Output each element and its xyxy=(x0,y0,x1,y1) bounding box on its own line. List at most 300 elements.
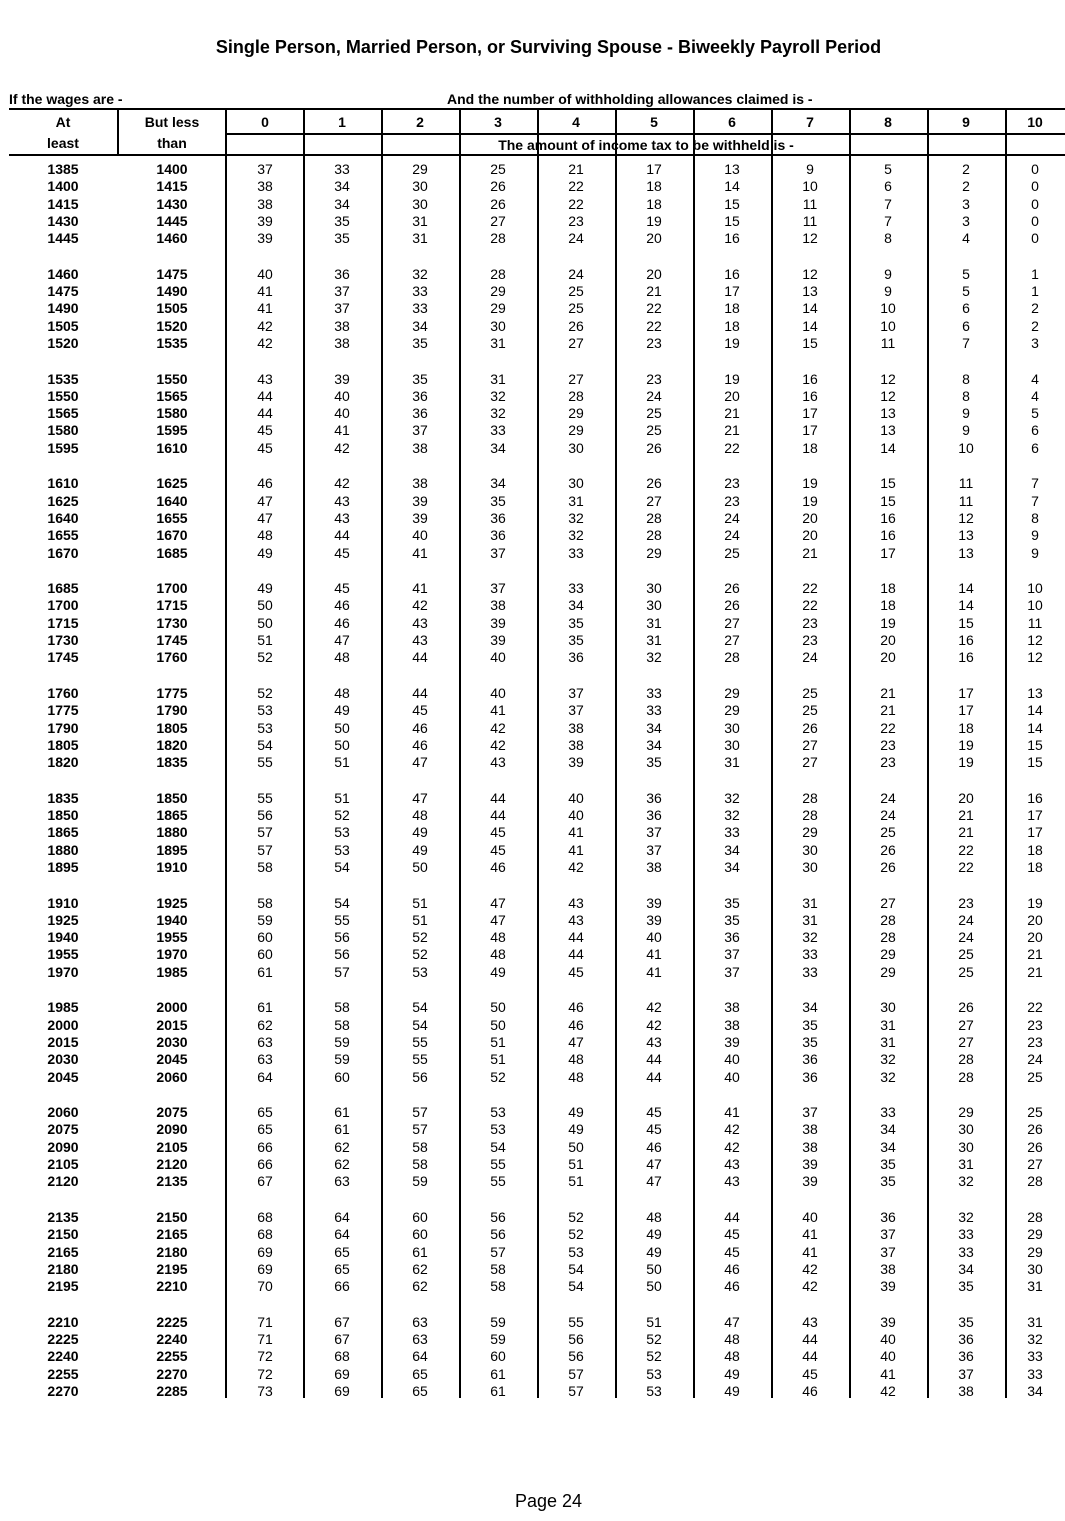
tax-amount: 41 xyxy=(880,1365,896,1382)
tax-amount: 57 xyxy=(568,1365,584,1382)
tax-amount: 23 xyxy=(1027,1033,1043,1050)
tax-amount: 34 xyxy=(490,475,506,492)
tax-amount: 68 xyxy=(334,1348,350,1365)
tax-amount: 8 xyxy=(962,370,970,387)
wage-at-least: 2195 xyxy=(47,1278,79,1295)
tax-amount: 65 xyxy=(412,1382,428,1399)
row-group xyxy=(0,266,1065,352)
tax-amount: 42 xyxy=(568,858,584,875)
tax-amount: 61 xyxy=(490,1382,506,1399)
table-row xyxy=(0,964,1065,981)
tax-amount: 46 xyxy=(257,475,273,492)
tax-amount: 49 xyxy=(724,1365,740,1382)
tax-amount: 69 xyxy=(257,1243,273,1260)
tax-amount: 29 xyxy=(880,946,896,963)
tax-amount: 28 xyxy=(1027,1209,1043,1225)
wage-but-less-than: 1400 xyxy=(156,161,188,177)
wage-at-least: 1805 xyxy=(47,736,79,753)
wage-but-less-than: 1595 xyxy=(156,422,188,439)
tax-amount: 7 xyxy=(1031,492,1039,509)
tax-amount: 45 xyxy=(724,1226,740,1243)
tax-amount: 39 xyxy=(257,230,273,247)
tax-amount: 37 xyxy=(257,161,273,177)
table-row xyxy=(0,1139,1065,1156)
wage-at-least: 1940 xyxy=(47,929,79,946)
tax-amount: 56 xyxy=(490,1226,506,1243)
tax-amount: 32 xyxy=(568,527,584,544)
tax-amount: 38 xyxy=(958,1382,974,1399)
tax-amount: 30 xyxy=(802,841,818,858)
tax-amount: 45 xyxy=(724,1243,740,1260)
tax-amount: 43 xyxy=(334,509,350,526)
tax-amount: 46 xyxy=(568,999,584,1016)
tax-amount: 48 xyxy=(257,527,273,544)
tax-amount: 31 xyxy=(568,492,584,509)
tax-amount: 25 xyxy=(568,300,584,317)
wage-at-least: 2045 xyxy=(47,1068,79,1085)
tax-amount: 3 xyxy=(962,212,970,229)
tax-amount: 10 xyxy=(802,178,818,195)
tax-amount: 12 xyxy=(1027,632,1043,649)
tax-amount: 41 xyxy=(490,702,506,719)
tax-amount: 62 xyxy=(412,1260,428,1277)
tax-amount: 37 xyxy=(724,963,740,980)
wage-but-less-than: 1745 xyxy=(156,632,188,649)
tax-amount: 10 xyxy=(1027,580,1043,597)
tax-amount: 38 xyxy=(880,1260,896,1277)
tax-amount: 29 xyxy=(958,1104,974,1121)
wage-at-least: 2030 xyxy=(47,1051,79,1068)
tax-amount: 14 xyxy=(880,439,896,456)
wage-at-least: 1700 xyxy=(47,597,79,614)
tax-amount: 47 xyxy=(490,911,506,928)
tax-amount: 49 xyxy=(412,824,428,841)
tax-amount: 52 xyxy=(334,807,350,824)
wage-but-less-than: 1475 xyxy=(156,265,188,282)
tax-amount: 31 xyxy=(646,614,662,631)
row-group xyxy=(0,371,1065,457)
tax-amount: 40 xyxy=(334,387,350,404)
tax-amount: 14 xyxy=(1027,719,1043,736)
table-row xyxy=(0,824,1065,841)
tax-amount: 17 xyxy=(646,161,662,177)
tax-amount: 9 xyxy=(962,405,970,422)
tax-amount: 45 xyxy=(568,963,584,980)
tax-amount: 31 xyxy=(802,894,818,911)
allowance-col-8: 8 xyxy=(884,114,892,130)
tax-amount: 9 xyxy=(806,161,814,177)
wage-but-less-than: 1880 xyxy=(156,824,188,841)
tax-amount: 35 xyxy=(724,894,740,911)
tax-amount: 57 xyxy=(568,1382,584,1399)
tax-amount: 41 xyxy=(412,544,428,561)
tax-amount: 18 xyxy=(880,597,896,614)
tax-amount: 43 xyxy=(724,1173,740,1190)
tax-amount: 31 xyxy=(958,1156,974,1173)
tax-amount: 14 xyxy=(802,317,818,334)
tax-amount: 40 xyxy=(724,1051,740,1068)
tax-amount: 38 xyxy=(724,999,740,1016)
wage-but-less-than: 2120 xyxy=(156,1156,188,1173)
wage-but-less-than: 1715 xyxy=(156,597,188,614)
tax-amount: 3 xyxy=(1031,334,1039,351)
tax-amount: 32 xyxy=(568,509,584,526)
wage-but-less-than: 1565 xyxy=(156,387,188,404)
tax-amount: 16 xyxy=(724,265,740,282)
wage-at-least: 1850 xyxy=(47,807,79,824)
tax-amount: 27 xyxy=(958,1033,974,1050)
tax-amount: 11 xyxy=(1027,614,1043,631)
tax-amount: 59 xyxy=(334,1051,350,1068)
tax-amount: 41 xyxy=(257,283,273,300)
wage-at-least: 2060 xyxy=(47,1104,79,1121)
tax-amount: 56 xyxy=(568,1331,584,1348)
wage-at-least: 1985 xyxy=(47,999,79,1016)
tax-amount: 34 xyxy=(490,439,506,456)
table-row xyxy=(0,1069,1065,1086)
tax-amount: 65 xyxy=(257,1121,273,1138)
tax-amount: 55 xyxy=(490,1173,506,1190)
tax-amount: 13 xyxy=(1027,685,1043,701)
tax-amount: 25 xyxy=(958,946,974,963)
wage-but-less-than: 1550 xyxy=(156,370,188,387)
tax-amount: 1 xyxy=(1031,265,1039,282)
tax-amount: 21 xyxy=(958,807,974,824)
tax-amount: 41 xyxy=(412,580,428,597)
tax-amount: 13 xyxy=(958,527,974,544)
tax-amount: 23 xyxy=(880,754,896,771)
tax-amount: 44 xyxy=(412,685,428,701)
tax-amount: 36 xyxy=(724,929,740,946)
table-row xyxy=(0,946,1065,963)
wage-at-least: 2225 xyxy=(47,1331,79,1348)
tax-amount: 17 xyxy=(802,405,818,422)
tax-amount: 32 xyxy=(412,265,428,282)
table-row xyxy=(0,545,1065,562)
tax-amount: 55 xyxy=(490,1156,506,1173)
tax-amount: 45 xyxy=(334,544,350,561)
tax-amount: 33 xyxy=(724,824,740,841)
tax-amount: 62 xyxy=(334,1138,350,1155)
wage-but-less-than: 1430 xyxy=(156,195,188,212)
tax-amount: 42 xyxy=(802,1278,818,1295)
tax-amount: 55 xyxy=(412,1033,428,1050)
tax-amount: 27 xyxy=(724,614,740,631)
tax-amount: 28 xyxy=(646,509,662,526)
tax-amount: 37 xyxy=(724,946,740,963)
tax-amount: 37 xyxy=(334,283,350,300)
tax-amount: 15 xyxy=(1027,736,1043,753)
tax-amount: 19 xyxy=(1027,894,1043,911)
tax-amount: 26 xyxy=(1027,1138,1043,1155)
tax-amount: 16 xyxy=(1027,789,1043,806)
tax-amount: 25 xyxy=(958,963,974,980)
tax-amount: 16 xyxy=(802,387,818,404)
wage-but-less-than: 2180 xyxy=(156,1243,188,1260)
tax-amount: 6 xyxy=(1031,439,1039,456)
table-row xyxy=(0,178,1065,195)
tax-amount: 29 xyxy=(490,300,506,317)
tax-amount: 28 xyxy=(880,911,896,928)
tax-amount: 52 xyxy=(412,929,428,946)
tax-amount: 23 xyxy=(646,334,662,351)
wage-at-least: 2255 xyxy=(47,1365,79,1382)
tax-amount: 64 xyxy=(257,1068,273,1085)
wage-at-least: 1760 xyxy=(47,685,79,701)
allowance-col-2: 2 xyxy=(416,114,424,130)
tax-amount: 25 xyxy=(646,405,662,422)
wage-at-least: 2105 xyxy=(47,1156,79,1173)
tax-amount: 17 xyxy=(1027,824,1043,841)
allowance-col-3: 3 xyxy=(494,114,502,130)
tax-amount: 31 xyxy=(490,334,506,351)
tax-amount: 26 xyxy=(646,439,662,456)
tax-amount: 45 xyxy=(334,580,350,597)
wage-but-less-than: 2150 xyxy=(156,1209,188,1225)
tax-amount: 34 xyxy=(334,178,350,195)
tax-amount: 36 xyxy=(334,265,350,282)
tax-amount: 58 xyxy=(412,1156,428,1173)
tax-amount: 53 xyxy=(334,824,350,841)
tax-amount: 25 xyxy=(490,161,506,177)
allowance-row-rule xyxy=(227,133,1065,135)
wage-at-least: 1580 xyxy=(47,422,79,439)
tax-amount: 30 xyxy=(412,178,428,195)
tax-amount: 65 xyxy=(412,1365,428,1382)
table-row xyxy=(0,196,1065,213)
wage-at-least: 2270 xyxy=(47,1382,79,1399)
tax-amount: 50 xyxy=(646,1278,662,1295)
tax-amount: 41 xyxy=(724,1104,740,1121)
tax-amount: 48 xyxy=(412,807,428,824)
tax-amount: 31 xyxy=(724,754,740,771)
wage-but-less-than: 1580 xyxy=(156,405,188,422)
tax-amount: 46 xyxy=(490,858,506,875)
tax-amount: 5 xyxy=(962,283,970,300)
tax-amount: 38 xyxy=(412,439,428,456)
tax-amount: 35 xyxy=(412,370,428,387)
tax-amount: 21 xyxy=(1027,963,1043,980)
tax-amount: 57 xyxy=(412,1121,428,1138)
tax-amount: 38 xyxy=(802,1121,818,1138)
tax-amount: 19 xyxy=(802,492,818,509)
tax-amount: 30 xyxy=(724,736,740,753)
tax-amount: 30 xyxy=(568,439,584,456)
tax-amount: 63 xyxy=(257,1033,273,1050)
tax-amount: 16 xyxy=(802,370,818,387)
tax-amount: 21 xyxy=(880,702,896,719)
tax-amount: 42 xyxy=(646,1016,662,1033)
tax-amount: 50 xyxy=(334,719,350,736)
tax-amount: 47 xyxy=(257,492,273,509)
tax-amount: 55 xyxy=(568,1313,584,1330)
tax-amount: 40 xyxy=(880,1331,896,1348)
tax-amount: 43 xyxy=(568,894,584,911)
tax-amount: 7 xyxy=(884,195,892,212)
tax-amount: 60 xyxy=(257,929,273,946)
tax-amount: 20 xyxy=(958,789,974,806)
tax-amount: 36 xyxy=(490,509,506,526)
wage-but-less-than: 1490 xyxy=(156,283,188,300)
tax-amount: 42 xyxy=(257,317,273,334)
tax-amount: 40 xyxy=(802,1209,818,1225)
tax-amount: 39 xyxy=(334,370,350,387)
tax-amount: 36 xyxy=(802,1051,818,1068)
col-at-label: At xyxy=(55,114,71,130)
tax-amount: 46 xyxy=(412,736,428,753)
tax-amount: 29 xyxy=(1027,1226,1043,1243)
wage-at-least: 1400 xyxy=(47,178,79,195)
tax-amount: 67 xyxy=(257,1173,273,1190)
tax-amount: 44 xyxy=(412,649,428,666)
tax-amount: 28 xyxy=(490,265,506,282)
wage-but-less-than: 1760 xyxy=(156,649,188,666)
table-row xyxy=(0,807,1065,824)
table-row xyxy=(0,929,1065,946)
table-row xyxy=(0,510,1065,527)
tax-amount: 21 xyxy=(724,422,740,439)
wage-at-least: 2090 xyxy=(47,1138,79,1155)
tax-amount: 36 xyxy=(880,1209,896,1225)
tax-amount: 29 xyxy=(412,161,428,177)
tax-amount: 51 xyxy=(334,754,350,771)
tax-amount: 37 xyxy=(646,841,662,858)
tax-amount: 9 xyxy=(1031,527,1039,544)
tax-amount: 35 xyxy=(802,1016,818,1033)
table-row xyxy=(0,335,1065,352)
tax-amount: 20 xyxy=(880,632,896,649)
tax-amount: 30 xyxy=(646,580,662,597)
tax-amount: 13 xyxy=(802,283,818,300)
tax-amount: 42 xyxy=(802,1260,818,1277)
wage-but-less-than: 2240 xyxy=(156,1331,188,1348)
tax-amount: 24 xyxy=(646,387,662,404)
table-row xyxy=(0,685,1065,702)
tax-amount: 45 xyxy=(802,1365,818,1382)
tax-amount: 23 xyxy=(958,894,974,911)
tax-amount: 10 xyxy=(1027,597,1043,614)
tax-amount: 24 xyxy=(880,789,896,806)
wage-but-less-than: 1940 xyxy=(156,911,188,928)
tax-amount: 33 xyxy=(1027,1365,1043,1382)
page-title: Single Person, Married Person, or Surviving Spouse - Biweekly Payroll Period xyxy=(215,37,882,57)
table-row xyxy=(0,1314,1065,1331)
tax-amount: 62 xyxy=(412,1278,428,1295)
wage-at-least: 1970 xyxy=(47,963,79,980)
tax-amount: 37 xyxy=(490,544,506,561)
wage-but-less-than: 2105 xyxy=(156,1138,188,1155)
tax-amount: 51 xyxy=(568,1173,584,1190)
tax-amount: 41 xyxy=(802,1243,818,1260)
tax-amount: 28 xyxy=(802,789,818,806)
tax-amount: 8 xyxy=(962,387,970,404)
tax-amount: 19 xyxy=(958,736,974,753)
table-row xyxy=(0,371,1065,388)
allowance-col-1: 1 xyxy=(338,114,346,130)
tax-amount: 2 xyxy=(962,161,970,177)
tax-amount: 2 xyxy=(1031,317,1039,334)
tax-amount: 4 xyxy=(962,230,970,247)
tax-amount: 20 xyxy=(724,387,740,404)
table-row xyxy=(0,1331,1065,1348)
tax-amount: 44 xyxy=(257,405,273,422)
tax-amount: 34 xyxy=(880,1121,896,1138)
tax-amount: 9 xyxy=(962,422,970,439)
tax-amount: 22 xyxy=(880,719,896,736)
tax-amount: 52 xyxy=(490,1068,506,1085)
wage-but-less-than: 1700 xyxy=(156,580,188,597)
tax-amount: 63 xyxy=(412,1313,428,1330)
tax-amount: 23 xyxy=(1027,1016,1043,1033)
tax-amount: 48 xyxy=(568,1051,584,1068)
tax-amount: 52 xyxy=(412,946,428,963)
tax-amount: 38 xyxy=(568,736,584,753)
tax-amount: 33 xyxy=(412,283,428,300)
tax-amount: 27 xyxy=(490,212,506,229)
wage-but-less-than: 1805 xyxy=(156,719,188,736)
tax-amount: 12 xyxy=(880,387,896,404)
wage-but-less-than: 1895 xyxy=(156,841,188,858)
wage-at-least: 1520 xyxy=(47,334,79,351)
tax-amount: 32 xyxy=(1027,1331,1043,1348)
tax-amount: 59 xyxy=(257,911,273,928)
tax-amount: 49 xyxy=(724,1382,740,1399)
tax-amount: 0 xyxy=(1031,161,1039,177)
tax-amount: 22 xyxy=(1027,999,1043,1016)
tax-amount: 30 xyxy=(958,1121,974,1138)
tax-amount: 34 xyxy=(958,1260,974,1277)
tax-amount: 62 xyxy=(257,1016,273,1033)
tax-amount: 51 xyxy=(646,1313,662,1330)
tax-amount: 50 xyxy=(490,999,506,1016)
tax-amount: 30 xyxy=(568,475,584,492)
wage-at-least: 1865 xyxy=(47,824,79,841)
wage-but-less-than: 2045 xyxy=(156,1051,188,1068)
tax-amount: 63 xyxy=(257,1051,273,1068)
tax-amount: 50 xyxy=(257,597,273,614)
tax-amount: 31 xyxy=(490,370,506,387)
tax-amount: 39 xyxy=(412,492,428,509)
tax-amount: 39 xyxy=(568,754,584,771)
table-row xyxy=(0,1244,1065,1261)
wage-at-least: 1835 xyxy=(47,789,79,806)
tax-amount: 27 xyxy=(568,334,584,351)
tax-amount: 51 xyxy=(412,894,428,911)
wage-but-less-than: 2135 xyxy=(156,1173,188,1190)
tax-amount: 30 xyxy=(412,195,428,212)
tax-amount: 31 xyxy=(880,1016,896,1033)
tax-amount: 57 xyxy=(257,824,273,841)
col-but-less-label: But less xyxy=(144,114,200,130)
tax-amount: 21 xyxy=(880,685,896,701)
tax-amount: 28 xyxy=(880,929,896,946)
tax-amount: 35 xyxy=(724,911,740,928)
tax-amount: 6 xyxy=(884,178,892,195)
tax-amount: 18 xyxy=(958,719,974,736)
wage-but-less-than: 2075 xyxy=(156,1104,188,1121)
tax-amount: 53 xyxy=(334,841,350,858)
tax-amount: 54 xyxy=(568,1278,584,1295)
tax-amount: 32 xyxy=(802,929,818,946)
tax-amount: 50 xyxy=(646,1260,662,1277)
tax-amount: 31 xyxy=(1027,1278,1043,1295)
table-row xyxy=(0,1156,1065,1173)
tax-amount: 24 xyxy=(568,265,584,282)
tax-amount: 22 xyxy=(646,300,662,317)
tax-amount: 34 xyxy=(724,858,740,875)
table-row xyxy=(0,1209,1065,1226)
tax-amount: 22 xyxy=(724,439,740,456)
